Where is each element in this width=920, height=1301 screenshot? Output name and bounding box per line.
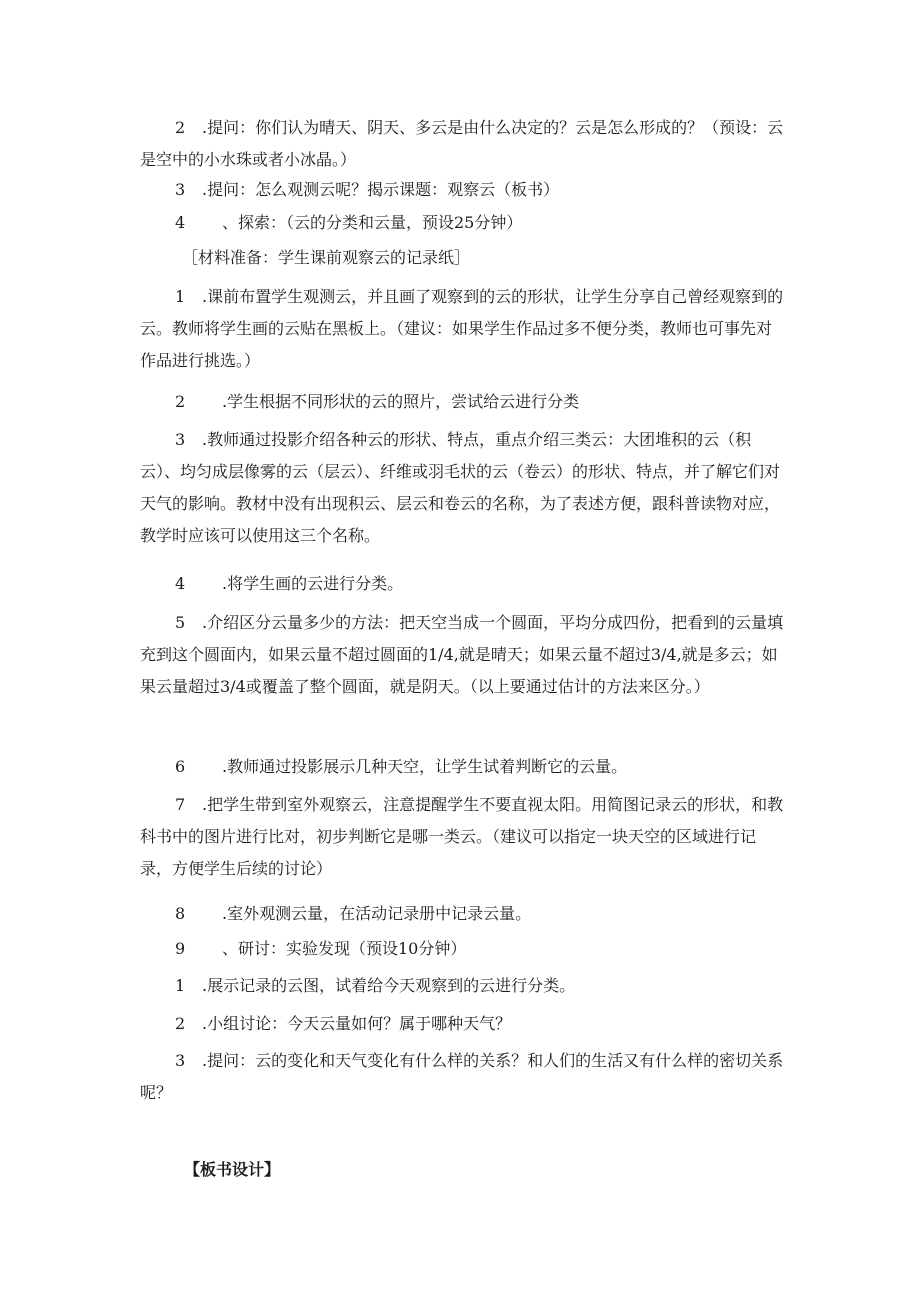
paragraph-step1-drawing — [140, 281, 785, 377]
paragraph-text: .小组讨论：今天云量如何？属于哪种天气？ — [202, 1014, 512, 1033]
item-number: 1 — [175, 976, 186, 995]
paragraph-step3-cloud-types — [140, 424, 785, 552]
item-number: 3 — [175, 180, 186, 199]
paragraph-text: 、探索：（云的分类和云量，预设25分钟） — [222, 213, 523, 232]
board-design-heading: 【板书设计】 — [184, 1160, 281, 1179]
paragraph-q2-weather — [140, 112, 785, 176]
item-number: 3 — [175, 1051, 186, 1070]
item-number: 3 — [175, 430, 186, 449]
item-number: 4 — [175, 574, 186, 593]
paragraph-step7-outdoor — [140, 789, 785, 885]
paragraph-text: .提问：怎么观测云呢？揭示课题：观察云（板书） — [202, 180, 560, 199]
paragraph-d3-question — [140, 1045, 785, 1109]
item-number: 6 — [175, 757, 186, 776]
paragraph-text: .教师通过投影展示几种天空，让学生试着判断它的云量。 — [222, 757, 628, 776]
paragraph-text: ［材料准备：学生课前观察云的记录纸］ — [182, 248, 471, 267]
paragraph-text: .将学生画的云进行分类。 — [222, 574, 404, 593]
paragraph-explore — [140, 207, 785, 239]
paragraph-materials — [182, 242, 827, 274]
paragraph-text: .室外观测云量，在活动记录册中记录云量。 — [222, 904, 532, 923]
paragraph-text: 、研讨：实验发现（预设10分钟） — [222, 939, 467, 958]
item-number: 2 — [175, 1014, 186, 1033]
paragraph-step4-sort — [140, 568, 785, 600]
item-number: 7 — [175, 795, 186, 814]
paragraph-d1-show — [140, 970, 785, 1002]
item-number: 9 — [175, 939, 186, 958]
paragraph-text: .学生根据不同形状的云的照片，尝试给云进行分类 — [222, 392, 580, 411]
paragraph-step6-projection — [140, 751, 785, 783]
paragraph-step8-record — [140, 898, 785, 930]
paragraph-text: .展示记录的云图，试着给今天观察到的云进行分类。 — [202, 976, 576, 995]
paragraph-text: .把学生带到室外观察云，注意提醒学生不要直视太阳。用简图记录云的形状，和教科书中的图片进行比对，初步判断它是哪一类云。（建议可以指定一块天空的区域进行记录，方便学生后续的讨论） — [140, 795, 784, 878]
paragraph-step5-cloud-amount — [140, 607, 785, 703]
item-number: 8 — [175, 904, 186, 923]
paragraph-text: .提问：你们认为晴天、阴天、多云是由什么决定的？云是怎么形成的？（预设：云是空中的小水珠或者小冰晶。） — [140, 118, 784, 169]
paragraph-step2-classify — [140, 386, 785, 418]
item-number: 5 — [175, 613, 186, 632]
paragraph-d2-group — [140, 1008, 785, 1040]
item-number: 2 — [175, 392, 186, 411]
paragraph-text: .介绍区分云量多少的方法：把天空当成一个圆面，平均分成四份，把看到的云量填充到这个圆面内，如果云量不超过圆面的1/4,就是晴天；如果云量不超过3/4,就是多云；如果云量超过3/4或覆盖了整个圆面，就是阴天。（以上要通过估计的方法来区分。） — [140, 613, 784, 696]
item-number: 2 — [175, 118, 186, 137]
item-number: 1 — [175, 287, 186, 306]
paragraph-text: .课前布置学生观测云，并且画了观察到的云的形状，让学生分享自己曾经观察到的云。教师将学生画的云贴在黑板上。（建议：如果学生作品过多不便分类，教师也可事先对作品进行挑选。） — [140, 287, 784, 370]
paragraph-text: .提问：云的变化和天气变化有什么样的关系？和人们的生活又有什么样的密切关系呢？ — [140, 1051, 784, 1102]
paragraph-text: .教师通过投影介绍各种云的形状、特点，重点介绍三类云：大团堆积的云（积云）、均匀成层像雾的云（层云）、纤维或羽毛状的云（卷云）的形状、特点，并了解它们对天气的影响。教材中没有出现积云、层云和卷云的名称，为了表述方便，跟科普读物对应，教学时应该可以使用这三个名称。 — [140, 430, 781, 545]
paragraph-q3-observe — [140, 174, 785, 206]
item-number: 4 — [175, 213, 186, 232]
paragraph-discussion — [140, 933, 785, 965]
